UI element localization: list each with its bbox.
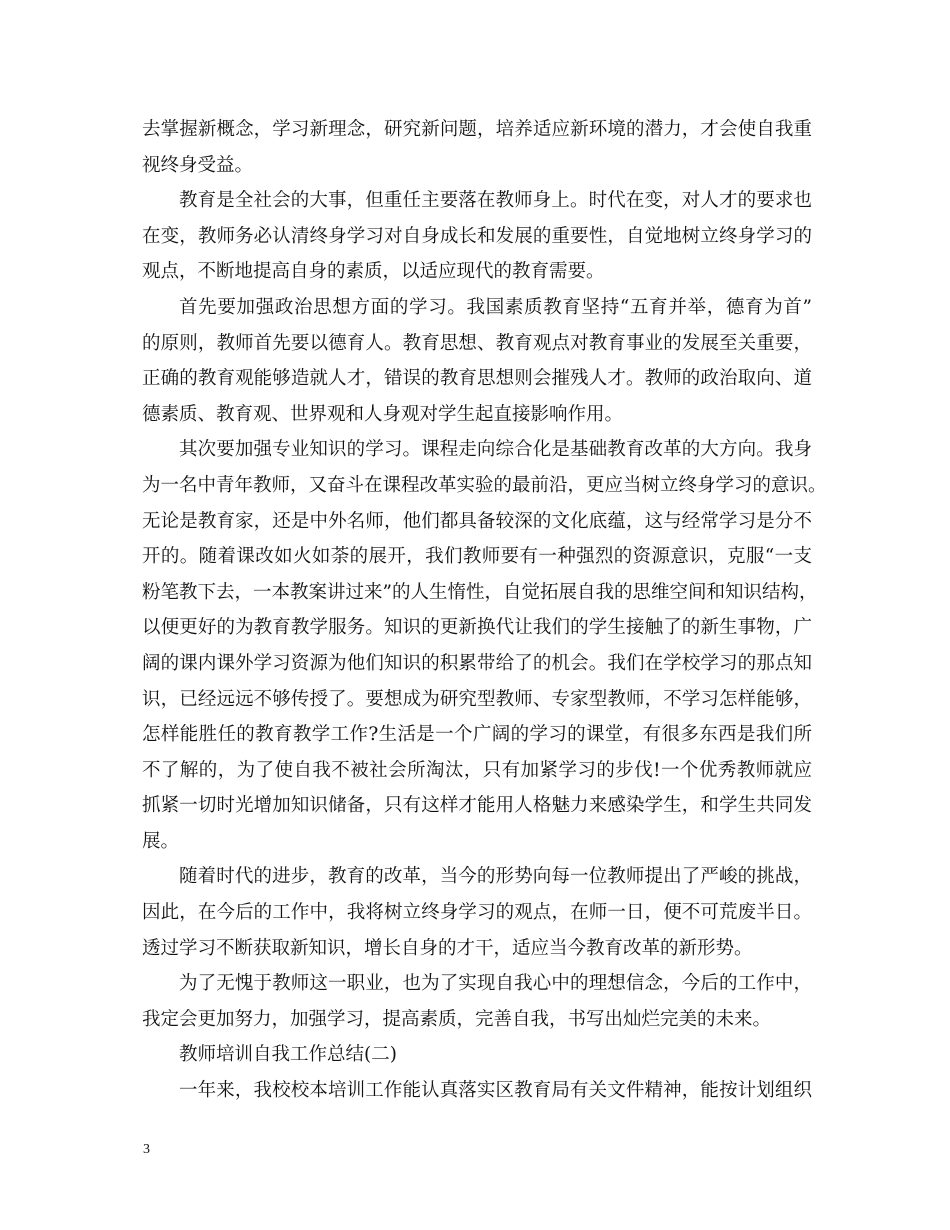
text-line: 展。: [142, 830, 180, 852]
text-line: 正确的教育观能够造就人才，错误的教育思想则会摧残人才。教师的政治取向、道: [142, 368, 812, 390]
text-line: 阔的课内课外学习资源为他们知识的积累带给了的机会。我们在学校学习的那点知: [142, 652, 812, 674]
text-line: 德素质、教育观、世界观和人身观对学生起直接影响作用。: [142, 403, 624, 425]
text-line: 视终身受益。: [142, 154, 254, 176]
text-line: 怎样能胜任的教育教学工作?生活是一个广阔的学习的课堂，有很多东西是我们所: [142, 724, 812, 746]
text-line: 开的。随着课改如火如荼的展开，我们教师要有一种强烈的资源意识，克服“一支: [142, 546, 812, 568]
document-body: [142, 112, 827, 1109]
paragraph-start-line: 一年来，我校校本培训工作能认真落实区教育局有关文件精神，能按计划组织: [179, 1080, 812, 1102]
paragraph-start-line: 教育是全社会的大事，但重任主要落在教师身上。时代在变，对人才的要求也: [179, 190, 812, 212]
text-line: 为一名中青年教师，又奋斗在课程改革实验的最前沿，更应当树立终身学习的意识。: [142, 474, 827, 496]
paragraph-start-line: 为了无愧于教师这一职业，也为了实现自我心中的理想信念，今后的工作中，: [179, 973, 812, 995]
text-line: 观点，不断地提高自身的素质，以适应现代的教育需要。: [142, 261, 605, 283]
text-line: 的原则，教师首先要以德育人。教育思想、教育观点对教育事业的发展至关重要，: [142, 332, 812, 354]
text-line: 以便更好的为教育教学服务。知识的更新换代让我们的学生接触了的新生事物，广: [142, 617, 812, 639]
text-line: 抓紧一切时光增加知识储备，只有这样才能用人格魅力来感染学生，和学生共同发: [142, 795, 812, 817]
paragraph-start-line: 其次要加强专业知识的学习。课程走向综合化是基础教育改革的大方向。我身: [179, 439, 812, 461]
text-line: 不了解的，为了使自我不被社会所淘汰，只有加紧学习的步伐!一个优秀教师就应: [142, 759, 813, 781]
page-number: 3: [143, 1142, 150, 1157]
text-line: 无论是教育家，还是中外名师，他们都具备较深的文化底蕴，这与经常学习是分不: [142, 510, 812, 532]
text-line: 粉笔教下去，一本教案讲过来”的人生惰性，自觉拓展自我的思维空间和知识结构，: [142, 581, 818, 603]
paragraph-start-line: 随着时代的进步，教育的改革，当今的形势向每一位教师提出了严峻的挑战，: [179, 866, 812, 888]
section-heading: 教师培训自我工作总结(二): [179, 1044, 397, 1066]
text-line: 识，已经远远不够传授了。要想成为研究型教师、专家型教师，不学习怎样能够，: [142, 688, 812, 710]
paragraph-start-line: 首先要加强政治思想方面的学习。我国素质教育坚持“五育并举，德育为首”: [179, 296, 812, 318]
text-line: 透过学习不断获取新知识，增长自身的才干，适应当今教育改革的新形势。: [142, 937, 753, 959]
text-line: 去掌握新概念，学习新理念，研究新问题，培养适应新环境的潜力，才会使自我重: [142, 119, 812, 140]
text-line: 在变，教师务必认清终身学习对自身成长和发展的重要性，自觉地树立终身学习的: [142, 225, 812, 247]
text-line: 因此，在今后的工作中，我将树立终身学习的观点，在师一日，便不可荒废半日。: [142, 902, 812, 924]
text-line: 我定会更加努力，加强学习，提高素质，完善自我，书写出灿烂完美的未来。: [142, 1008, 772, 1030]
